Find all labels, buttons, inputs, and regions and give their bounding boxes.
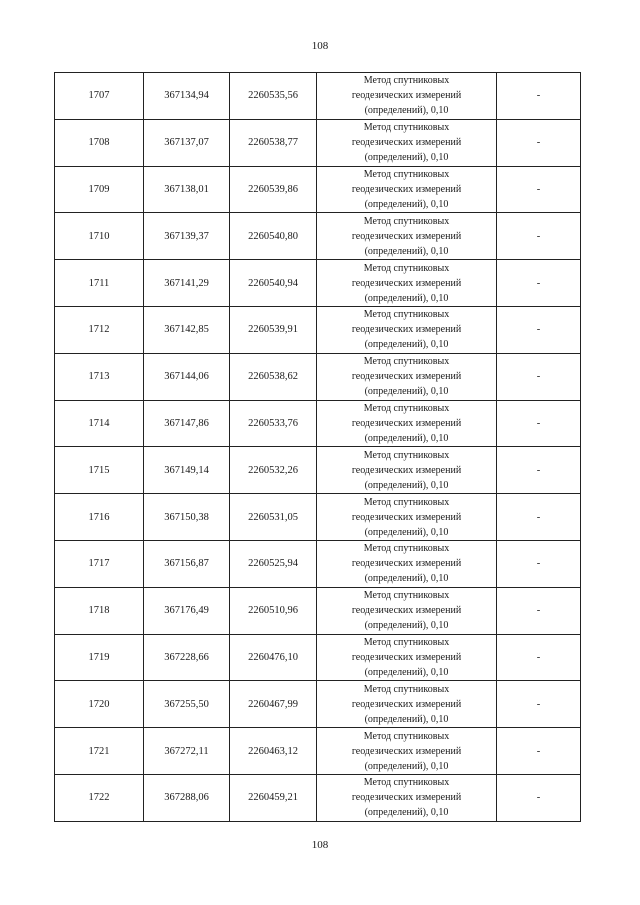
method-cell	[317, 494, 497, 541]
method-line: Метод спутниковых	[363, 75, 450, 87]
point-number-cell: 1707	[55, 73, 144, 120]
method-cell	[317, 728, 497, 775]
method-line: Метод спутниковых	[363, 122, 450, 134]
method-cell	[317, 260, 497, 307]
table-row	[55, 634, 581, 681]
method-line: Метод спутниковых	[363, 309, 450, 321]
y-coordinate-cell: 2260538,77	[230, 119, 317, 166]
point-number-cell: 1708	[55, 119, 144, 166]
x-coordinate-cell: 367141,29	[144, 260, 230, 307]
method-line: геодезических измерений	[351, 698, 462, 710]
table-row	[55, 260, 581, 307]
point-number-cell: 1713	[55, 353, 144, 400]
y-coordinate-cell: 2260463,12	[230, 728, 317, 775]
note-cell: -	[497, 494, 581, 541]
method-line: Метод спутниковых	[363, 356, 450, 368]
y-coordinate-cell: 2260510,96	[230, 587, 317, 634]
method-cell	[317, 681, 497, 728]
method-line: (определений), 0,10	[364, 573, 449, 585]
method-line: (определений), 0,10	[364, 432, 449, 444]
note-cell: -	[497, 213, 581, 260]
method-cell	[317, 400, 497, 447]
table-row	[55, 447, 581, 494]
method-line: Метод спутниковых	[363, 683, 450, 695]
y-coordinate-cell: 2260540,80	[230, 213, 317, 260]
method-line: геодезических измерений	[351, 605, 462, 617]
method-line: геодезических измерений	[351, 137, 462, 149]
x-coordinate-cell: 367272,11	[144, 728, 230, 775]
x-coordinate-cell: 367147,86	[144, 400, 230, 447]
coordinates-table	[54, 72, 581, 822]
x-coordinate-cell: 367137,07	[144, 119, 230, 166]
note-cell: -	[497, 587, 581, 634]
point-number-cell: 1722	[55, 774, 144, 821]
table-row	[55, 587, 581, 634]
method-line: геодезических измерений	[351, 324, 462, 336]
method-line: Метод спутниковых	[363, 168, 450, 180]
method-line: геодезических измерений	[351, 183, 462, 195]
table-row	[55, 166, 581, 213]
y-coordinate-cell: 2260539,86	[230, 166, 317, 213]
method-cell	[317, 73, 497, 120]
point-number-cell: 1718	[55, 587, 144, 634]
table-row	[55, 73, 581, 120]
method-line: (определений), 0,10	[364, 105, 449, 117]
method-line: геодезических измерений	[351, 745, 462, 757]
method-line: (определений), 0,10	[364, 152, 449, 164]
point-number-cell: 1720	[55, 681, 144, 728]
method-line: (определений), 0,10	[364, 245, 449, 257]
method-cell	[317, 447, 497, 494]
x-coordinate-cell: 367156,87	[144, 540, 230, 587]
x-coordinate-cell: 367142,85	[144, 306, 230, 353]
note-cell: -	[497, 774, 581, 821]
table-row	[55, 353, 581, 400]
method-line: Метод спутниковых	[363, 262, 450, 274]
point-number-cell: 1715	[55, 447, 144, 494]
note-cell: -	[497, 73, 581, 120]
method-line: (определений), 0,10	[364, 479, 449, 491]
note-cell: -	[497, 306, 581, 353]
note-cell: -	[497, 166, 581, 213]
y-coordinate-cell: 2260540,94	[230, 260, 317, 307]
method-line: (определений), 0,10	[364, 713, 449, 725]
method-cell	[317, 213, 497, 260]
method-line: геодезических измерений	[351, 417, 462, 429]
table-row	[55, 774, 581, 821]
method-cell	[317, 166, 497, 213]
x-coordinate-cell: 367134,94	[144, 73, 230, 120]
table-row	[55, 540, 581, 587]
y-coordinate-cell: 2260539,91	[230, 306, 317, 353]
note-cell: -	[497, 353, 581, 400]
method-line: (определений), 0,10	[364, 760, 449, 772]
method-line: Метод спутниковых	[363, 496, 450, 508]
y-coordinate-cell: 2260525,94	[230, 540, 317, 587]
table-row	[55, 494, 581, 541]
note-cell: -	[497, 634, 581, 681]
x-coordinate-cell: 367139,37	[144, 213, 230, 260]
point-number-cell: 1714	[55, 400, 144, 447]
method-line: геодезических измерений	[351, 90, 462, 102]
coordinates-table-body	[55, 73, 581, 822]
y-coordinate-cell: 2260532,26	[230, 447, 317, 494]
method-cell	[317, 353, 497, 400]
point-number-cell: 1711	[55, 260, 144, 307]
x-coordinate-cell: 367144,06	[144, 353, 230, 400]
x-coordinate-cell: 367176,49	[144, 587, 230, 634]
method-line: геодезических измерений	[351, 277, 462, 289]
y-coordinate-cell: 2260467,99	[230, 681, 317, 728]
method-line: Метод спутниковых	[363, 777, 450, 789]
x-coordinate-cell: 367149,14	[144, 447, 230, 494]
method-line: геодезических измерений	[351, 651, 462, 663]
method-line: Метод спутниковых	[363, 730, 450, 742]
table-row	[55, 306, 581, 353]
y-coordinate-cell: 2260531,05	[230, 494, 317, 541]
method-cell	[317, 119, 497, 166]
method-line: (определений), 0,10	[364, 339, 449, 351]
x-coordinate-cell: 367228,66	[144, 634, 230, 681]
point-number-cell: 1721	[55, 728, 144, 775]
y-coordinate-cell: 2260533,76	[230, 400, 317, 447]
x-coordinate-cell: 367150,38	[144, 494, 230, 541]
y-coordinate-cell: 2260538,62	[230, 353, 317, 400]
method-line: геодезических измерений	[351, 230, 462, 242]
method-cell	[317, 587, 497, 634]
method-line: Метод спутниковых	[363, 449, 450, 461]
page-number-bottom: 108	[311, 839, 329, 851]
point-number-cell: 1709	[55, 166, 144, 213]
table-row	[55, 681, 581, 728]
x-coordinate-cell: 367255,50	[144, 681, 230, 728]
method-line: геодезических измерений	[351, 511, 462, 523]
point-number-cell: 1716	[55, 494, 144, 541]
note-cell: -	[497, 400, 581, 447]
method-cell	[317, 540, 497, 587]
page-number-top: 108	[311, 40, 329, 52]
x-coordinate-cell: 367138,01	[144, 166, 230, 213]
method-line: Метод спутниковых	[363, 590, 450, 602]
method-cell	[317, 774, 497, 821]
method-line: (определений), 0,10	[364, 526, 449, 538]
table-row	[55, 119, 581, 166]
table-row	[55, 213, 581, 260]
method-line: Метод спутниковых	[363, 636, 450, 648]
method-line: Метод спутниковых	[363, 402, 450, 414]
method-line: (определений), 0,10	[364, 292, 449, 304]
point-number-cell: 1719	[55, 634, 144, 681]
method-line: Метод спутниковых	[363, 215, 450, 227]
y-coordinate-cell: 2260459,21	[230, 774, 317, 821]
method-line: (определений), 0,10	[364, 386, 449, 398]
table-row	[55, 400, 581, 447]
note-cell: -	[497, 260, 581, 307]
method-line: Метод спутниковых	[363, 543, 450, 555]
method-line: геодезических измерений	[351, 792, 462, 804]
method-cell	[317, 306, 497, 353]
method-line: (определений), 0,10	[364, 807, 449, 819]
method-line: геодезических измерений	[351, 464, 462, 476]
y-coordinate-cell: 2260535,56	[230, 73, 317, 120]
point-number-cell: 1717	[55, 540, 144, 587]
method-line: (определений), 0,10	[364, 666, 449, 678]
method-line: геодезических измерений	[351, 371, 462, 383]
method-cell	[317, 634, 497, 681]
x-coordinate-cell: 367288,06	[144, 774, 230, 821]
note-cell: -	[497, 447, 581, 494]
point-number-cell: 1710	[55, 213, 144, 260]
note-cell: -	[497, 540, 581, 587]
note-cell: -	[497, 728, 581, 775]
method-line: (определений), 0,10	[364, 198, 449, 210]
note-cell: -	[497, 681, 581, 728]
method-line: геодезических измерений	[351, 558, 462, 570]
point-number-cell: 1712	[55, 306, 144, 353]
note-cell: -	[497, 119, 581, 166]
method-line: (определений), 0,10	[364, 620, 449, 632]
y-coordinate-cell: 2260476,10	[230, 634, 317, 681]
table-row	[55, 728, 581, 775]
